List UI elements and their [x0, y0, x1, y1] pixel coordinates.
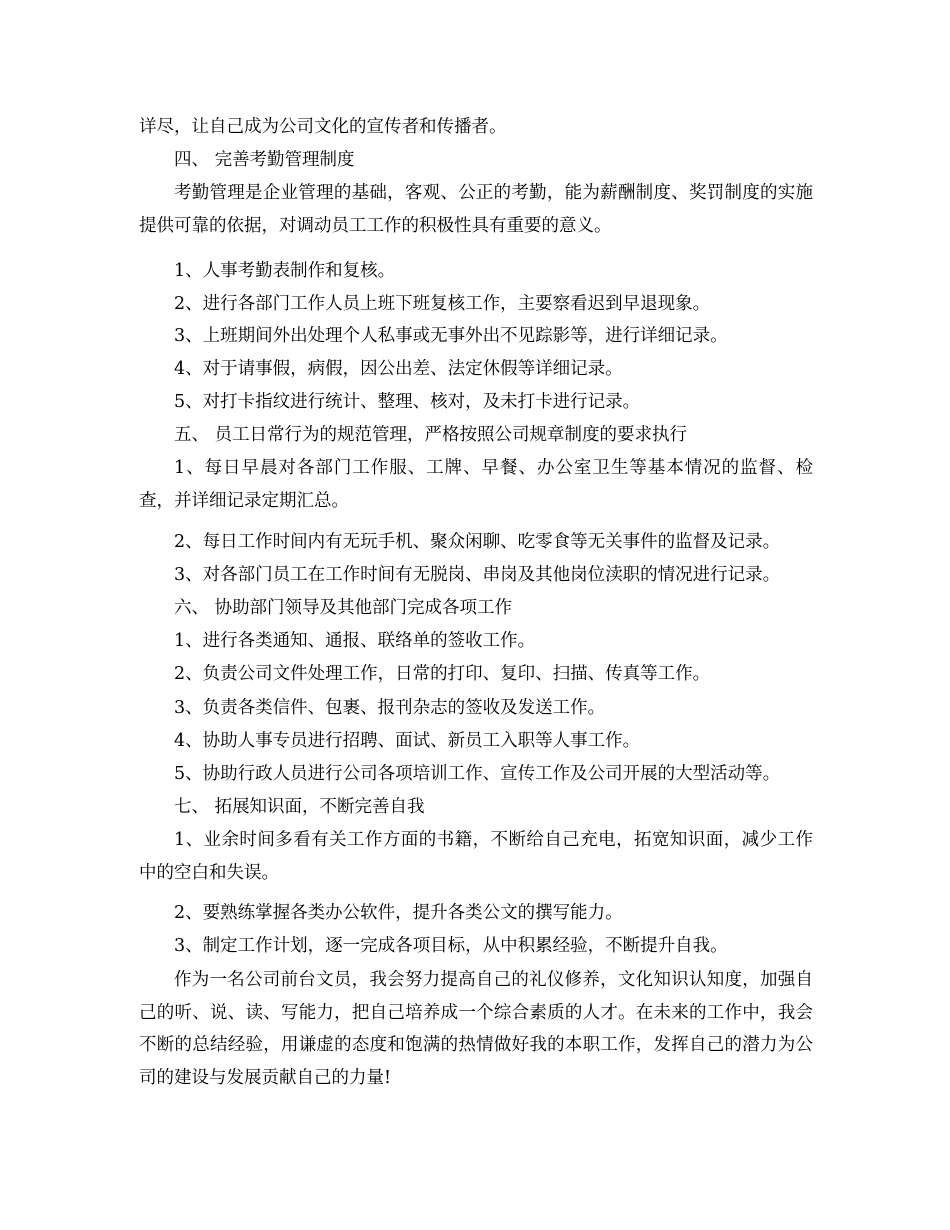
list-item: 2、进行各部门工作人员上班下班复核工作，主要察看迟到早退现象。 — [174, 294, 711, 314]
list-item: 1、人事考勤表制作和复核。 — [174, 261, 396, 281]
list-item: 3、上班期间外出处理个人私事或无事外出不见踪影等，进行详细记录。 — [174, 326, 728, 346]
list-item: 2、每日工作时间内有无玩手机、聚众闲聊、吃零食等无关事件的监督及记录。 — [174, 532, 781, 552]
list-item: 3、对各部门员工在工作时间有无脱岗、串岗及其他岗位渎职的情况进行记录。 — [174, 565, 781, 585]
section-heading-4: 四、 完善考勤管理制度 — [174, 150, 355, 170]
list-item: 2、要熟练掌握各类办公软件，提升各类公文的撰写能力。 — [174, 903, 623, 923]
list-item: 3、制定工作计划，逐一完成各项目标，从中积累经验，不断提升自我。 — [174, 936, 728, 956]
list-item: 1、每日早晨对各部门工作服、工牌、早餐、办公室卫生等基本情况的监督、检查，并详细记录定期汇总。 — [139, 458, 813, 511]
list-item: 1、业余时间多看有关工作方面的书籍，不断给自己充电，拓宽知识面，减少工作中的空白和失误。 — [139, 830, 813, 883]
list-item: 5、对打卡指纹进行统计、整理、核对，及未打卡进行记录。 — [174, 392, 641, 412]
list-item: 4、对于请事假，病假，因公出差、法定休假等详细记录。 — [174, 359, 623, 379]
list-item: 4、协助人事专员进行招聘、面试、新员工入职等人事工作。 — [174, 731, 641, 751]
paragraph-conclusion: 作为一名公司前台文员，我会努力提高自己的礼仪修养，文化知识认知度，加强自己的听、说、读、写能力，把自己培养成一个综合素质的人才。在未来的工作中，我会不断的总结经验，用谦虚的态度和饱满的热情做好我的本职工作，发挥自己的潜力为公司的建设与发展贡献自己的力量! — [139, 970, 813, 1088]
paragraph-continuation: 详尽，让自己成为公司文化的宣传者和传播者。 — [139, 117, 507, 137]
list-item: 3、负责各类信件、包裹、报刊杂志的签收及发送工作。 — [174, 698, 606, 718]
section-heading-5: 五、 员工日常行为的规范管理，严格按照公司规章制度的要求执行 — [174, 425, 688, 445]
list-item: 2、负责公司文件处理工作，日常的打印、复印、扫描、传真等工作。 — [174, 664, 711, 684]
paragraph-attendance-intro: 考勤管理是企业管理的基础，客观、公正的考勤，能为薪酬制度、奖罚制度的实施提供可靠的依据，对调动员工工作的积极性具有重要的意义。 — [139, 183, 813, 236]
list-item: 5、协助行政人员进行公司各项培训工作、宣传工作及公司开展的大型活动等。 — [174, 764, 781, 784]
section-heading-7: 七、 拓展知识面，不断完善自我 — [174, 797, 425, 817]
list-item: 1、进行各类通知、通报、联络单的签收工作。 — [174, 631, 536, 651]
section-heading-6: 六、 协助部门领导及其他部门完成各项工作 — [174, 598, 513, 618]
